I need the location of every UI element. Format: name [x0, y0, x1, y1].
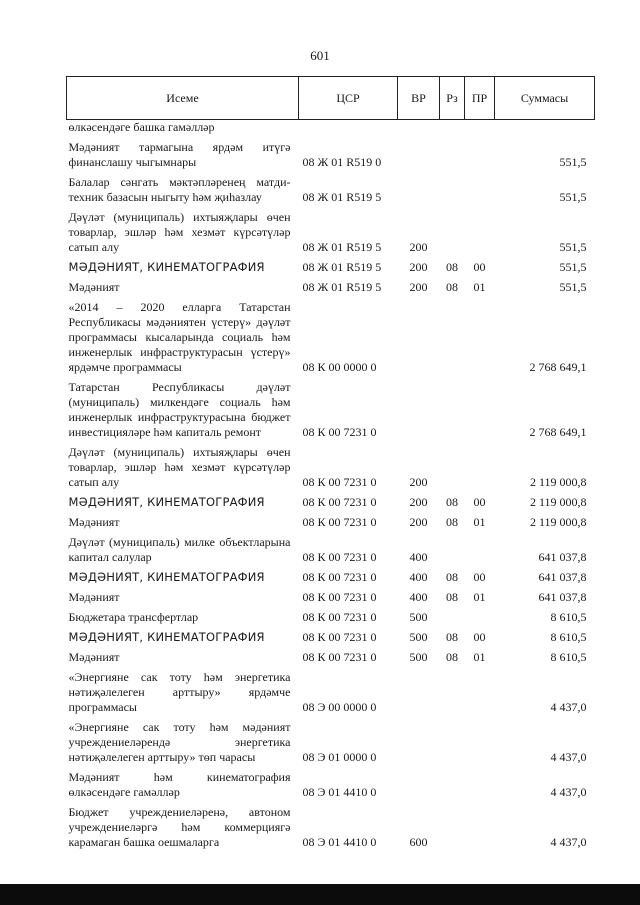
row-rz: 08 — [446, 495, 458, 509]
table-row — [67, 606, 595, 626]
row-csr: 08 Ж 01 R519 5 — [302, 280, 382, 294]
row-csr: 08 Э 01 0000 0 — [302, 750, 377, 764]
row-sum: 2 119 000,8 — [529, 515, 587, 529]
row-csr: 08 К 00 7231 0 — [302, 650, 377, 664]
row-rz: 08 — [446, 260, 458, 274]
table-row — [67, 566, 595, 586]
table-row — [67, 511, 595, 531]
row-csr: 08 К 00 7231 0 — [302, 475, 377, 489]
row-name: Мәдәният — [68, 590, 120, 604]
row-vr — [398, 766, 440, 801]
row-name: «Энергияне сак тоту һәм энергетика нәтиҗәлелеген арттыру» ярдәмче программасы — [68, 670, 291, 714]
table-row — [67, 491, 595, 511]
row-csr: 08 К 00 7231 0 — [302, 425, 377, 439]
row-csr: 08 К 00 7231 0 — [302, 610, 377, 624]
scan-edge-bar — [0, 884, 640, 905]
row-sum: 551,5 — [559, 260, 587, 274]
row-sum: 551,5 — [559, 190, 587, 204]
row-vr: 200 — [409, 260, 428, 274]
row-csr: 08 К 00 7231 0 — [302, 570, 377, 584]
row-sum: 641 037,8 — [538, 550, 587, 564]
row-name: МӘДӘНИЯТ, КИНЕМАТОГРАФИЯ — [68, 260, 265, 274]
table-row — [67, 586, 595, 606]
row-name: МӘДӘНИЯТ, КИНЕМАТОГРАФИЯ — [68, 630, 265, 644]
table-row — [67, 441, 595, 491]
table-row — [67, 646, 595, 666]
row-csr: 08 Ж 01 R519 5 — [302, 190, 382, 204]
row-vr — [398, 376, 440, 441]
row-csr: 08 Э 00 0000 0 — [302, 700, 377, 714]
row-pr — [465, 606, 495, 626]
table-row — [67, 171, 595, 206]
table-row — [67, 801, 595, 851]
row-rz: 08 — [446, 630, 458, 644]
row-csr: 08 К 00 7231 0 — [302, 515, 377, 529]
page-number: 601 — [310, 48, 330, 63]
header-name: Исеме — [67, 77, 299, 120]
row-pr — [465, 766, 495, 801]
row-sum: 4 437,0 — [550, 700, 587, 714]
table-row — [67, 276, 595, 296]
row-name: Бюджет учреждениеләренә, автоном учреждениеләргә һәм коммерциягә карамаган башка оешмаларга — [68, 805, 291, 849]
row-sum: 2 119 000,8 — [529, 495, 587, 509]
row-name: Мәдәният — [68, 515, 120, 529]
row-rz — [440, 801, 465, 851]
table-row — [67, 666, 595, 716]
row-name: «2014 – 2020 елларга Татарстан Республикасы мәдәниятен үстерү» дәүләт программасы кысаларында социаль һәм инженерлык инфраструктурасын үстерү» ярдәмче программасы — [68, 300, 291, 374]
row-vr: 400 — [409, 550, 428, 564]
row-vr: 500 — [409, 630, 428, 644]
row-vr: 200 — [409, 240, 428, 254]
row-vr: 200 — [409, 515, 428, 529]
row-pr — [465, 206, 495, 256]
continuation-text: өлкәсендәге башка гамәлләр — [68, 120, 215, 134]
row-name: «Энергияне сак тоту һәм мәдәният учреждениеләрендә энергетика нәтиҗәлелеген арттыру» төп чарасы — [68, 720, 291, 764]
row-rz — [440, 441, 465, 491]
row-name: Дәүләт (муниципаль) ихтыяҗлары өчен товарлар, эшләр һәм хезмәт күрсәтүләр сатып алу — [68, 445, 291, 489]
row-csr: 08 К 00 7231 0 — [302, 630, 377, 644]
row-sum: 2 768 649,1 — [529, 425, 587, 439]
table-row — [67, 531, 595, 566]
row-pr — [465, 531, 495, 566]
row-pr: 01 — [473, 280, 486, 294]
row-vr — [398, 666, 440, 716]
table-row — [67, 296, 595, 376]
row-name: МӘДӘНИЯТ, КИНЕМАТОГРАФИЯ — [68, 495, 265, 509]
row-csr: 08 К 00 7231 0 — [302, 590, 377, 604]
row-sum: 4 437,0 — [550, 750, 587, 764]
row-name: Дәүләт (муниципаль) милке объектларына капитал салулар — [68, 535, 291, 564]
row-csr: 08 К 00 7231 0 — [302, 550, 377, 564]
row-rz: 08 — [446, 650, 458, 664]
row-sum: 8 610,5 — [550, 630, 587, 644]
row-rz — [440, 531, 465, 566]
row-name: Дәүләт (муниципаль) ихтыяҗлары өчен товарлар, эшләр һәм хезмәт күрсәтүләр сатып алу — [68, 210, 291, 254]
row-rz — [440, 206, 465, 256]
header-vr: ВР — [398, 77, 440, 120]
header-rz: Рз — [440, 77, 465, 120]
row-vr — [398, 296, 440, 376]
row-name: Балалар сәнгать мәктәпләренең матди-техник базасын ныгыту һәм җиһазлау — [68, 175, 291, 204]
row-vr: 200 — [409, 495, 428, 509]
row-pr: 00 — [473, 570, 486, 584]
row-name: Мәдәният — [68, 280, 120, 294]
row-name: Татарстан Республикасы дәүләт (муниципаль) милкендәге социаль һәм инженерлык инфраструктурасына бюджет инвестицияләре һәм капиталь ремонт — [68, 380, 291, 439]
row-rz: 08 — [446, 590, 458, 604]
row-pr: 01 — [473, 590, 486, 604]
budget-sheet — [66, 76, 594, 851]
row-rz — [440, 716, 465, 766]
table-row — [67, 716, 595, 766]
row-vr: 500 — [409, 610, 428, 624]
row-pr: 00 — [473, 630, 486, 644]
row-pr — [465, 801, 495, 851]
table-row — [67, 766, 595, 801]
row-rz: 08 — [446, 515, 458, 529]
row-pr — [465, 296, 495, 376]
row-pr: 01 — [473, 515, 486, 529]
row-sum: 4 437,0 — [550, 835, 587, 849]
row-pr: 01 — [473, 650, 486, 664]
row-pr — [465, 441, 495, 491]
row-rz — [440, 136, 465, 171]
row-vr: 200 — [409, 280, 428, 294]
row-sum: 2 119 000,8 — [529, 475, 587, 489]
budget-table — [66, 76, 595, 851]
table-row — [67, 136, 595, 171]
header-pr: ПР — [465, 77, 495, 120]
row-vr: 500 — [409, 650, 428, 664]
row-sum: 551,5 — [559, 240, 587, 254]
row-vr: 200 — [409, 475, 428, 489]
row-name: Мәдәният тармагына ярдәм итүгә финанслашу чыгымнары — [68, 140, 291, 169]
continuation-row — [67, 120, 595, 137]
row-csr: 08 К 00 0000 0 — [302, 360, 377, 374]
header-sum: Суммасы — [495, 77, 595, 120]
row-csr: 08 Ж 01 R519 5 — [302, 260, 382, 274]
table-header-row — [67, 77, 595, 120]
row-vr: 600 — [409, 835, 428, 849]
row-pr — [465, 376, 495, 441]
row-csr: 08 Ж 01 R519 5 — [302, 240, 382, 254]
row-pr — [465, 666, 495, 716]
row-name: Бюджетара трансфертлар — [68, 610, 199, 624]
header-csr: ЦСР — [299, 77, 398, 120]
row-rz — [440, 766, 465, 801]
row-rz — [440, 666, 465, 716]
row-vr — [398, 716, 440, 766]
row-name: Мәдәният һәм кинематография өлкәсендәге гамәлләр — [68, 770, 291, 799]
row-vr — [398, 136, 440, 171]
row-pr — [465, 136, 495, 171]
row-rz: 08 — [446, 280, 458, 294]
row-pr — [465, 171, 495, 206]
row-csr: 08 Э 01 4410 0 — [302, 835, 377, 849]
row-rz — [440, 376, 465, 441]
table-row — [67, 626, 595, 646]
row-sum: 4 437,0 — [550, 785, 587, 799]
row-sum: 8 610,5 — [550, 610, 587, 624]
row-sum: 8 610,5 — [550, 650, 587, 664]
row-vr: 400 — [409, 590, 428, 604]
row-sum: 2 768 649,1 — [529, 360, 587, 374]
row-name: МӘДӘНИЯТ, КИНЕМАТОГРАФИЯ — [68, 570, 265, 584]
row-rz — [440, 606, 465, 626]
row-rz — [440, 171, 465, 206]
row-sum: 551,5 — [559, 280, 587, 294]
row-sum: 641 037,8 — [538, 590, 587, 604]
row-pr: 00 — [473, 260, 486, 274]
table-row — [67, 256, 595, 276]
row-rz — [440, 296, 465, 376]
row-pr — [465, 716, 495, 766]
row-csr: 08 Э 01 4410 0 — [302, 785, 377, 799]
row-name: Мәдәният — [68, 650, 120, 664]
row-pr: 00 — [473, 495, 486, 509]
row-vr: 400 — [409, 570, 428, 584]
row-rz: 08 — [446, 570, 458, 584]
table-row — [67, 376, 595, 441]
row-sum: 551,5 — [559, 155, 587, 169]
row-csr: 08 К 00 7231 0 — [302, 495, 377, 509]
row-csr: 08 Ж 01 R519 0 — [302, 155, 382, 169]
table-row — [67, 206, 595, 256]
row-vr — [398, 171, 440, 206]
row-sum: 641 037,8 — [538, 570, 587, 584]
